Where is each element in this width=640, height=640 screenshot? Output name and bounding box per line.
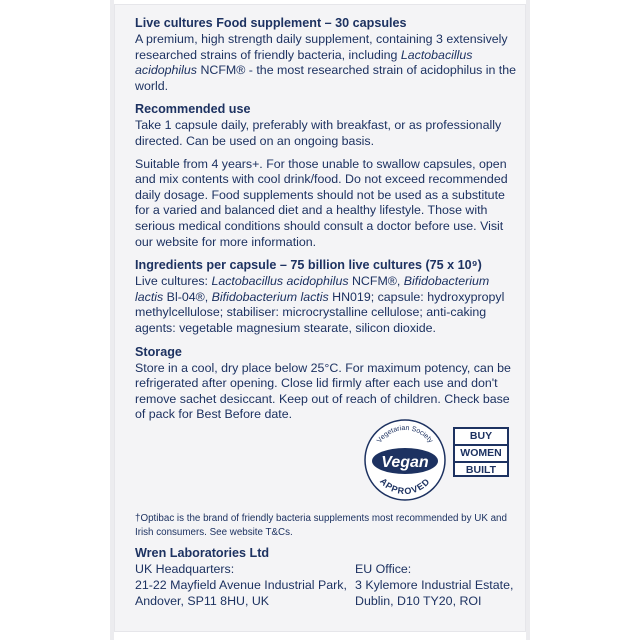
label-content (135, 15, 520, 430)
vegan-society-text: Vegetarian Society (376, 424, 434, 445)
desc-italic: Lactobacillus acidophilus (135, 47, 473, 78)
company-name: Wren Laboratories Ltd (135, 546, 270, 560)
desc-part-2: NCFM® - the most researched strain of acidophilus in the world. (135, 63, 517, 93)
uk-address-line-1: 21-22 Mayfield Avenue Industrial Park, (135, 578, 347, 592)
recommended-text-1: Take 1 capsule daily, preferably with breakfast, or as professionally directed. Can be used on an ongoing basis. (135, 118, 502, 148)
panel-edge-right (526, 0, 530, 640)
storage-text: Store in a cool, dry place below 25°C. For maximum potency, can be refrigerated after opening. Close lid firmly after each use and don't remove sachet desiccant. Keep out of reach of children. Check base of pack for Best Before date. (135, 360, 511, 422)
ing-part-4: HN019; capsule: hydroxypropyl methylcellulose; stabiliser: microcrystalline cellulose; anti-caking agents: vegetable magnesium stearate, silicon dioxide. (135, 289, 505, 335)
bwb-line-1: BUY (469, 430, 493, 442)
eu-address (355, 561, 525, 609)
supplement-title: Live cultures Food supplement – 30 capsules (135, 16, 407, 30)
supplement-description (135, 32, 520, 94)
buy-women-built-logo (453, 427, 509, 477)
uk-address-label: UK Headquarters: (135, 562, 235, 576)
bwb-line-2: WOMEN (455, 444, 507, 463)
ingredients-section (135, 257, 520, 336)
storage-heading: Storage (135, 344, 182, 359)
eu-address-line-2: Dublin, D10 TY20, ROI (355, 594, 482, 608)
vegan-approved-logo (363, 418, 447, 502)
ing-italic-1: Lactobacillus acidophilus (211, 274, 349, 289)
ing-italic-3: Bifidobacterium lactis (211, 289, 329, 304)
ing-italic-2: Bifidobacterium lactis (135, 274, 490, 304)
uk-address-line-2: Andover, SP11 8HU, UK (135, 594, 270, 608)
ing-part-3: Bl-04®, (163, 289, 212, 304)
bwb-line-3: BUILT (465, 464, 497, 476)
ing-part-1: Live cultures: (135, 274, 212, 289)
footnote: †Optibac is the brand of friendly bacteria supplements most recommended by UK and Irish consumers. See website T&Cs. (135, 513, 507, 538)
vegan-word: Vegan (381, 454, 429, 471)
eu-address-label: EU Office: (355, 562, 412, 576)
supplement-section (135, 15, 520, 94)
recommended-text-2: Suitable from 4 years+. For those unable to swallow capsules, open and mix contents with cool drink/food. Do not exceed recommended daily dosage. Food supplements should not be used as a substitute for a varied and balanced diet and a healthy lifestyle. Those with serious medical conditions should consult a doctor before use. Visit our website for more information. (135, 156, 508, 249)
recommended-section (135, 101, 520, 250)
recommended-heading: Recommended use (135, 102, 251, 117)
ingredients-heading: Ingredients per capsule – 75 billion live cultures (75 x 10⁹) (135, 258, 482, 273)
vegan-approved-text: APPROVED (378, 476, 432, 497)
ingredients-text (135, 274, 520, 336)
storage-section (135, 344, 520, 423)
ing-part-2: NCFM®, (348, 274, 404, 289)
desc-part-1: A premium, high strength daily supplement, containing 3 extensively researched strains of friendly bacteria, including (135, 32, 508, 62)
eu-address-line-1: 3 Kylemore Industrial Estate, (355, 578, 514, 592)
uk-address (135, 561, 355, 609)
